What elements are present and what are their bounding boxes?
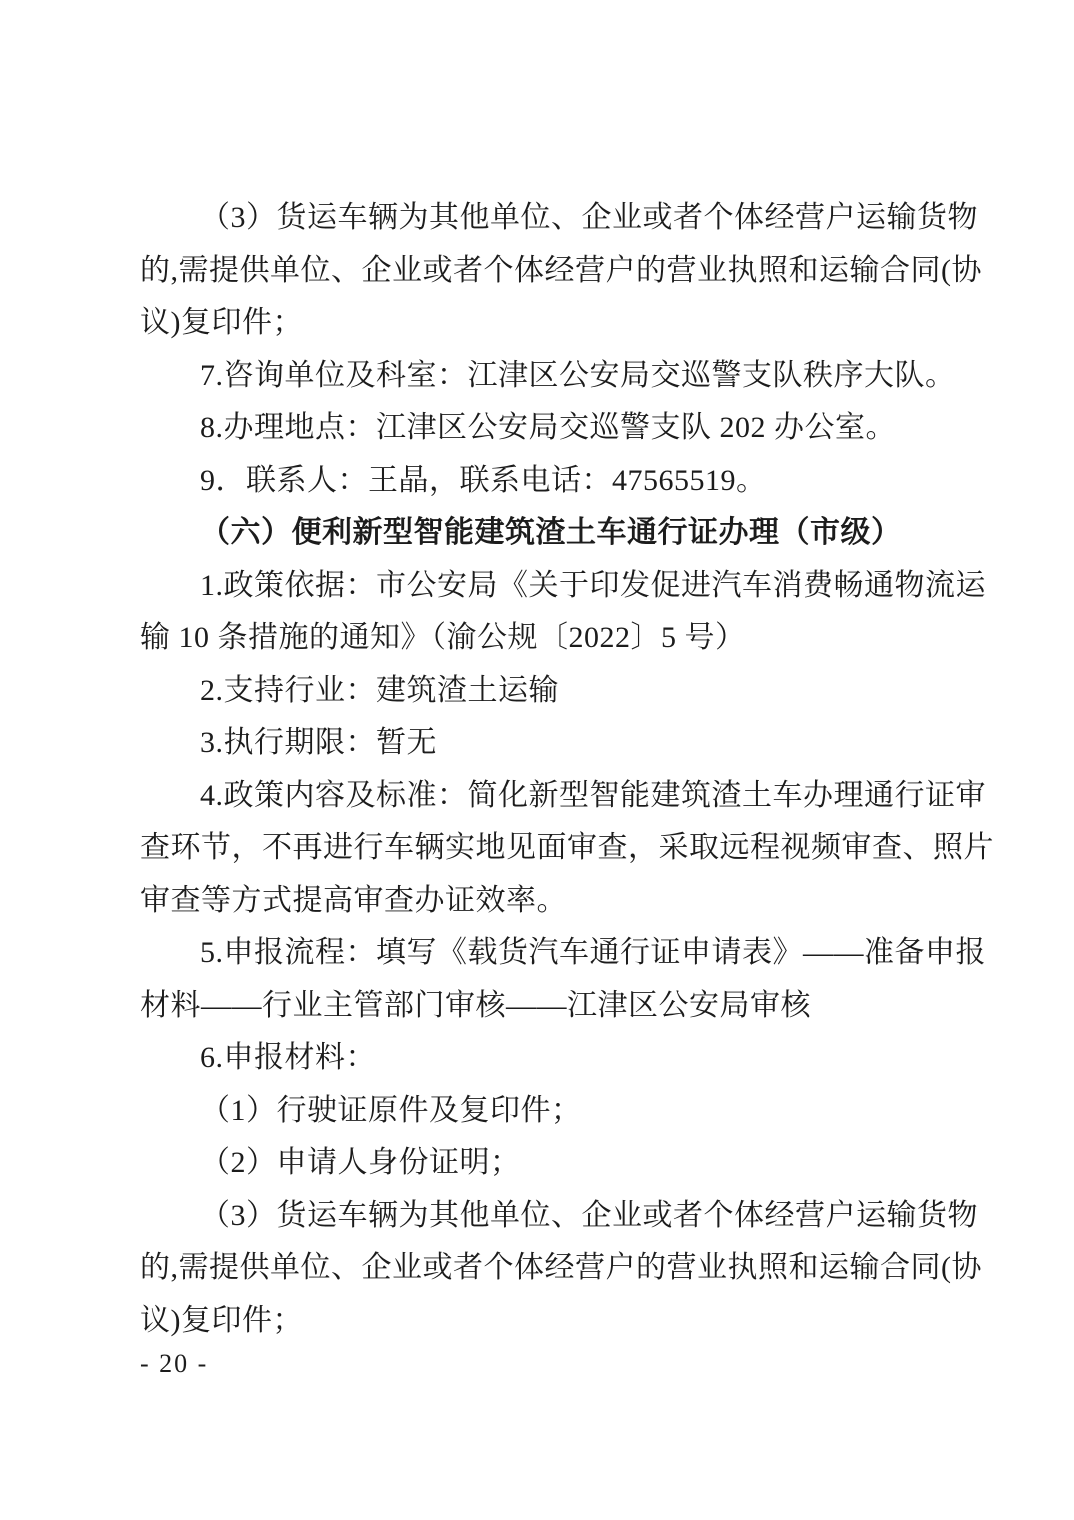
paragraph-line: 3.执行期限：暂无 — [200, 726, 437, 759]
paragraph-line: （3）货运车辆为其他单位、企业或者个体经营户运输货物 — [200, 201, 978, 234]
paragraph-line: （3）货运车辆为其他单位、企业或者个体经营户运输货物 — [200, 1198, 978, 1232]
paragraph-line: 议)复印件； — [140, 306, 303, 339]
section-heading: （六）便利新型智能建筑渣土车通行证办理（市级） — [200, 516, 902, 549]
page-number: - 20 - — [140, 1349, 209, 1378]
paragraph-line: 6.申报材料： — [200, 1041, 376, 1074]
paragraph-line: 2.支持行业：建筑渣土运输 — [200, 673, 559, 707]
paragraph-line: 9．联系人：王晶，联系电话：47565519。 — [200, 463, 767, 497]
paragraph-line: 的,需提供单位、企业或者个体经营户的营业执照和运输合同(协 — [140, 1251, 982, 1284]
paragraph-line: 输 10 条措施的通知》（渝公规〔2022〕5 号） — [140, 621, 746, 654]
paragraph-line: （2）申请人身份证明； — [200, 1146, 521, 1179]
paragraph-line: 8.办理地点：江津区公安局交巡警支队 202 办公室。 — [200, 411, 896, 444]
paragraph-line: 5.申报流程：填写《载货汽车通行证申请表》——准备申报 — [200, 936, 986, 969]
paragraph-line: 审查等方式提高审查办证效率。 — [140, 883, 567, 917]
paragraph-line: 材料——行业主管部门审核——江津区公安局审核 — [140, 988, 811, 1022]
paragraph-line: 4.政策内容及标准：简化新型智能建筑渣土车办理通行证审 — [200, 778, 986, 812]
paragraph-line: （1）行驶证原件及复印件； — [200, 1093, 582, 1127]
paragraph-line: 1.政策依据：市公安局《关于印发促进汽车消费畅通物流运 — [200, 568, 986, 602]
paragraph-line: 的,需提供单位、企业或者个体经营户的营业执照和运输合同(协 — [140, 253, 982, 287]
paragraph-line: 7.咨询单位及科室：江津区公安局交巡警支队秩序大队。 — [200, 358, 956, 392]
paragraph-line: 议)复印件； — [140, 1303, 303, 1337]
paragraph-line: 查环节，不再进行车辆实地见面审查，采取远程视频审查、照片 — [140, 831, 994, 864]
document-text-block — [140, 192, 994, 1347]
